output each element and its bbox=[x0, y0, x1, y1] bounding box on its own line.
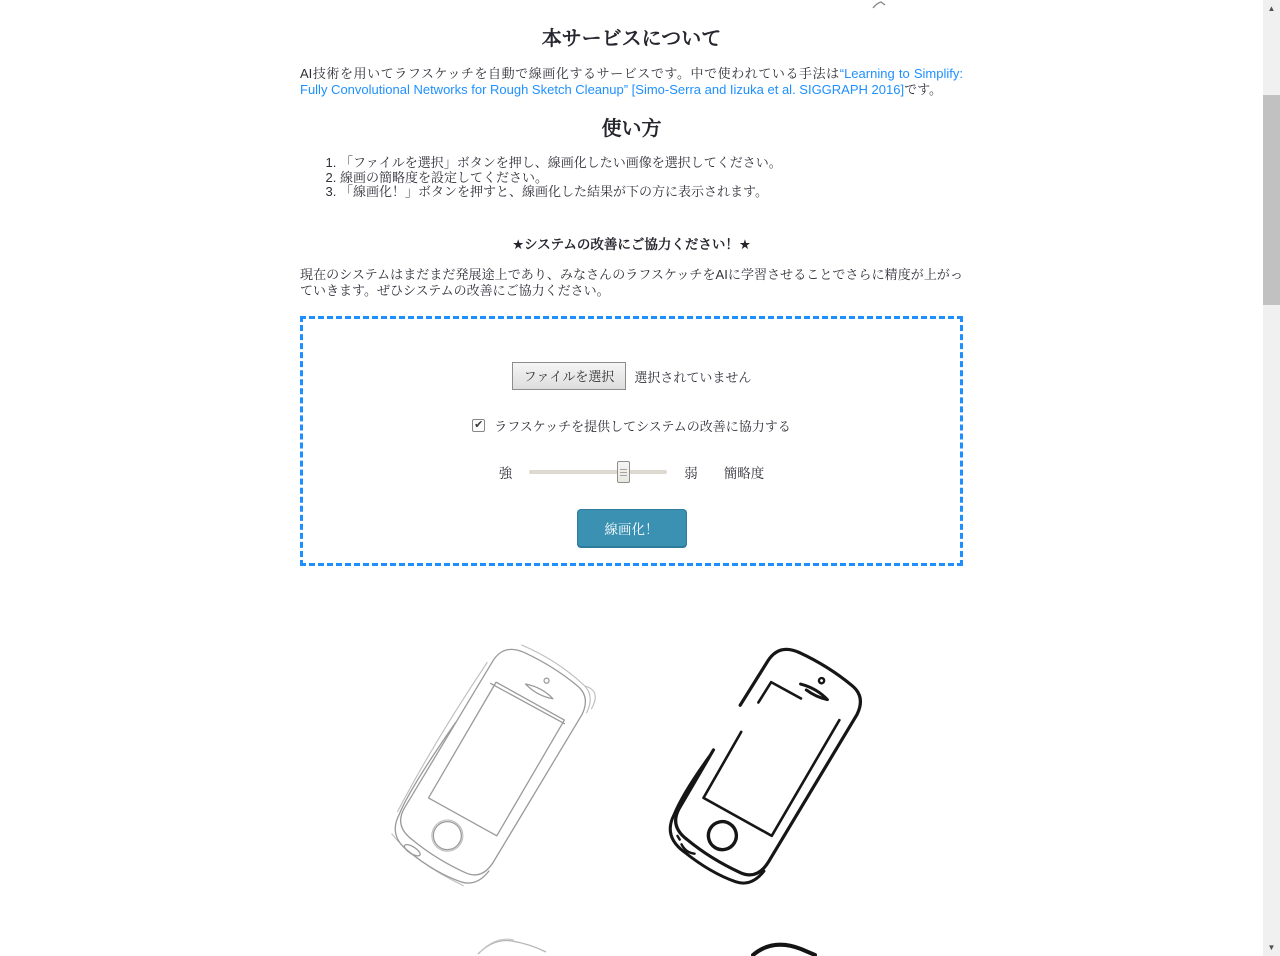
lineart-phone-image bbox=[659, 629, 879, 894]
file-select-button[interactable]: ファイルを選択 bbox=[512, 362, 627, 390]
vertical-scrollbar[interactable] bbox=[1263, 0, 1280, 956]
lineart-submit-button[interactable]: 線画化！ bbox=[577, 509, 687, 547]
scrollbar-up-arrow-icon[interactable]: ▲ bbox=[1267, 4, 1276, 13]
file-select-row bbox=[303, 362, 960, 390]
provide-sketch-checkbox[interactable] bbox=[472, 419, 485, 432]
usage-step: 1. 「ファイルを選択」ボタンを押し、線画化したい画像を選択してください。 bbox=[340, 156, 963, 171]
file-status-text: 選択されていません bbox=[634, 369, 752, 385]
slider-name-label: 簡略度 bbox=[723, 466, 765, 482]
scrollbar-thumb[interactable] bbox=[1263, 95, 1280, 305]
usage-step: 2. 線画の簡略度を設定してください。 bbox=[340, 171, 963, 186]
slider-strong-label: 強 bbox=[498, 466, 513, 482]
slider-handle[interactable] bbox=[617, 461, 630, 483]
usage-steps-list bbox=[300, 156, 963, 200]
paper-link[interactable]: “Learning to Simplify: Fully Convolutional Networks for Rough Sketch Cleanup” [Simo-Serra and Iizuka et al. SIGGRAPH 2016] bbox=[300, 66, 963, 97]
scrollbar-down-arrow-icon[interactable]: ▼ bbox=[1267, 943, 1276, 952]
slider-weak-label: 弱 bbox=[684, 466, 698, 482]
checkbox-row bbox=[303, 416, 960, 435]
simplification-slider-row bbox=[303, 461, 960, 483]
results-area bbox=[300, 629, 963, 894]
provide-sketch-checkbox-label: ラフスケッチを提供してシステムの改善に協力する bbox=[494, 419, 791, 435]
submit-row bbox=[303, 509, 960, 547]
upload-panel bbox=[300, 316, 963, 566]
slider-track[interactable] bbox=[529, 470, 667, 474]
about-text-before: AI技術を用いてラフスケッチを自動で線画化するサービスです。中で使われている手法は bbox=[300, 66, 840, 81]
simplification-slider[interactable] bbox=[529, 461, 667, 483]
top-cutoff-sketch-fragment bbox=[872, 0, 886, 9]
contribute-paragraph: 現在のシステムはまだまだ発展途上であり、みなさんのラフスケッチをAIに学習させることでさらに精度が上がっていきます。ぜひシステムの改善にご協力ください。 bbox=[300, 267, 963, 298]
usage-step: 3. 「線画化！」ボタンを押すと、線画化した結果が下の方に表示されます。 bbox=[340, 185, 963, 200]
bottom-cutoff-rough-sketch bbox=[476, 934, 551, 956]
page-title: 本サービスについて bbox=[541, 28, 722, 50]
contribute-title: ★システムの改善にご協力ください！★ bbox=[512, 237, 751, 253]
about-text-after: です。 bbox=[904, 81, 943, 97]
about-paragraph bbox=[300, 66, 963, 97]
usage-title: 使い方 bbox=[601, 118, 662, 140]
check-icon: ✔ bbox=[474, 419, 484, 432]
rough-sketch-phone-image bbox=[384, 629, 604, 894]
bottom-cutoff-lineart-sketch bbox=[751, 940, 819, 956]
